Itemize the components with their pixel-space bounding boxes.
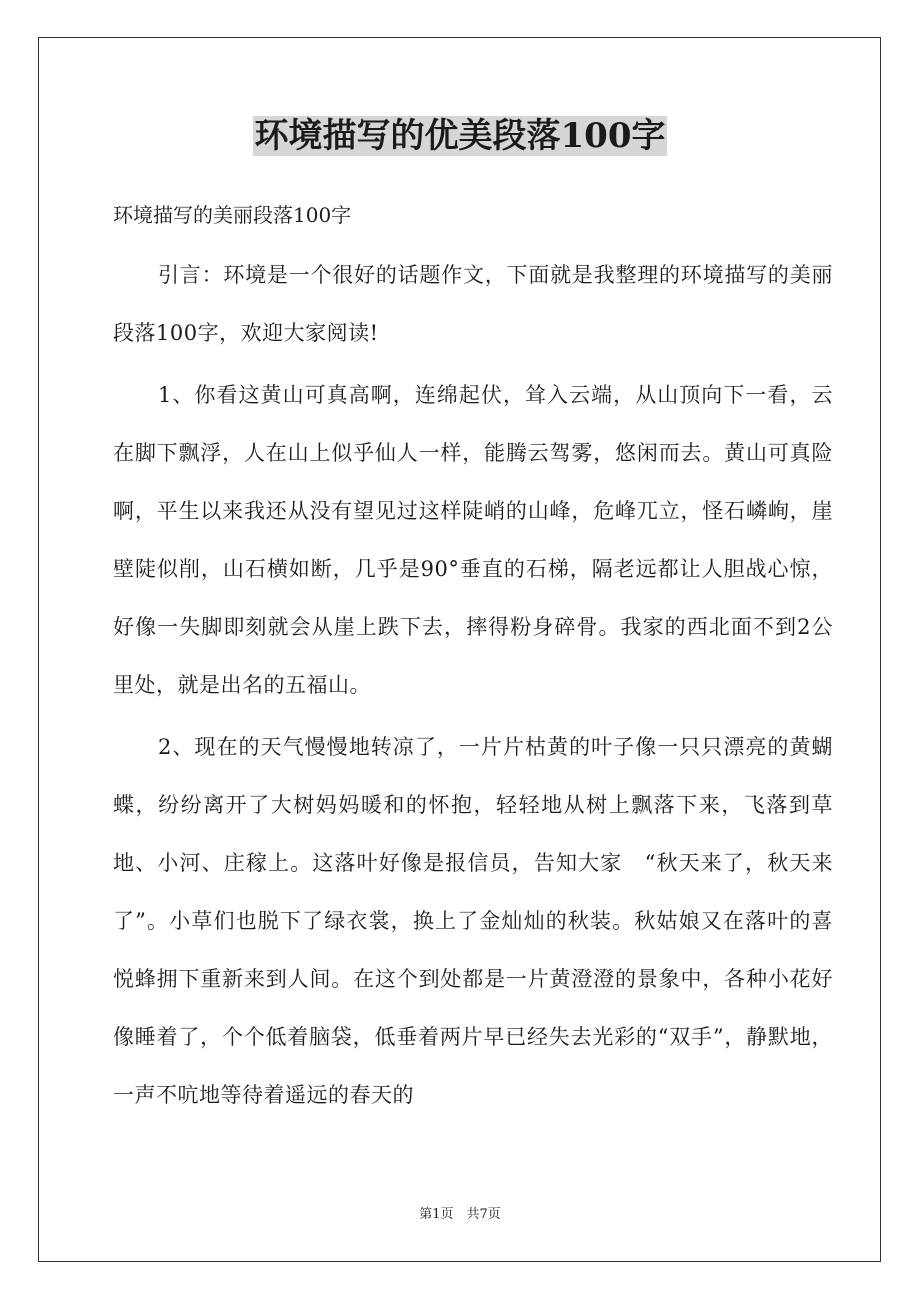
page-number-footer: 第1页 共7页 (419, 1207, 501, 1222)
document-title (0, 112, 920, 160)
document-subtitle: 环境描写的美丽段落100字 (113, 203, 352, 227)
paragraph-intro: 引言：环境是一个很好的话题作文，下面就是我整理的环境描写的美丽段落100字，欢迎大家阅读! (113, 263, 833, 345)
paragraph-autumn: 2、现在的天气慢慢地转凉了，一片片枯黄的叶子像一只只漂亮的黄蝴蝶，纷纷离开了大树妈妈暖和的怀抱，轻轻地从树上飘落下来，飞落到草地、小河、庄稼上。这落叶好像是报信员，告知大家 “秋天来了，秋天来了”。小草们也脱下了绿衣裳，换上了金灿灿的秋装。秋姑娘又在落叶的喜悦蜂拥下重新来到人间。在这个到处都是一片黄澄澄的景象中，各种小花好像睡着了，个个低着脑袋，低垂着两片早已经失去光彩的“双手”，静默地，一声不吭地等待着遥远的春天的 (113, 735, 833, 1107)
paragraph-huangshan: 1、你看这黄山可真高啊，连绵起伏，耸入云端，从山顶向下一看，云在脚下飘浮，人在山上似乎仙人一样，能腾云驾雾，悠闲而去。黄山可真险啊，平生以来我还从没有望见过这样陡峭的山峰，危峰兀立，怪石嶙峋，崖壁陡似削，山石横如断，几乎是90°垂直的石梯，隔老远都让人胆战心惊，好像一失脚即刻就会从崖上跌下去，摔得粉身碎骨。我家的西北面不到2公里处，就是出名的五福山。 (113, 383, 833, 697)
document-title-text: 环境描写的优美段落100字 (254, 116, 666, 156)
